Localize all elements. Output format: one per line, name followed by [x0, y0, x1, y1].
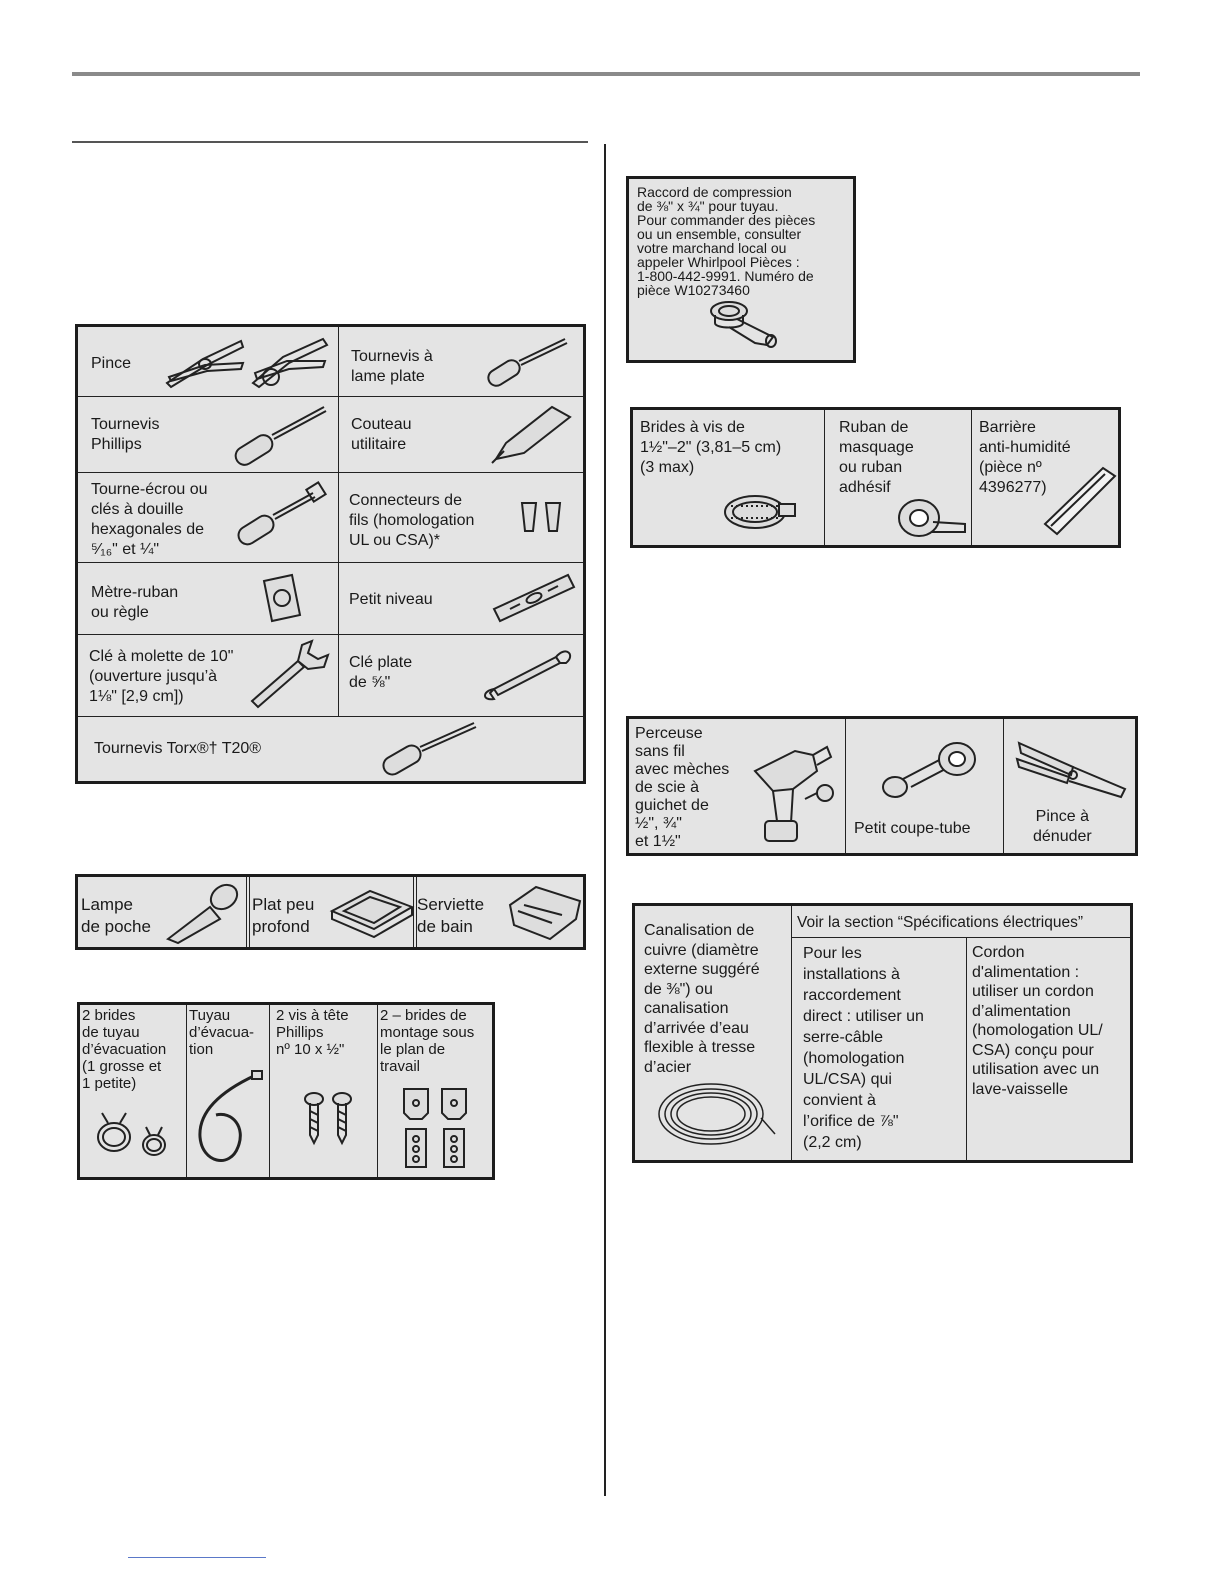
nut-driver-icon	[233, 481, 329, 549]
header-rule	[72, 72, 1140, 76]
tool-label-torx: Tournevis Torx®† T20®	[94, 740, 262, 757]
column-divider	[604, 144, 606, 1496]
supply-label-serviette: Serviette de bain	[417, 895, 485, 936]
tool-label-couteau: Couteau utilitaire	[351, 416, 412, 453]
mounting-brackets-icon	[398, 1083, 478, 1173]
compression-fitting-icon	[707, 297, 783, 357]
hose-clamp-icon	[92, 1109, 172, 1161]
tool-label-metre-ruban: Mètre-ruban ou règle	[91, 584, 179, 621]
right-supply-barriere: Barrière anti-humidité (pièce nº 4396277)	[979, 419, 1071, 496]
elec-header: Voir la section “Spécifications électriques”	[797, 914, 1084, 931]
right-tool-perceuse: Perceuse sans fil avec mèches de scie à guichet de ½", ¾" et 1½"	[635, 725, 730, 850]
utility-knife-icon	[490, 403, 576, 465]
footer-link-underline	[128, 1557, 266, 1558]
screw-clamp-icon	[721, 490, 801, 536]
right-tool-pince-denuder: Pince à dénuder	[1033, 808, 1092, 845]
tape-roll-icon	[893, 492, 971, 544]
elec-cordon: Cordon d'alimentation : utiliser un cordon d’alimentation (homologation UL/ CSA) conçu pour utilisation avec un lave-vaisselle	[972, 944, 1103, 1098]
flashlight-icon	[162, 881, 246, 945]
section-rule	[72, 141, 588, 143]
copper-tubing-coil-icon	[653, 1076, 777, 1152]
right-supplies-table	[630, 407, 1121, 548]
wire-connector-icon	[518, 499, 568, 535]
flat-screwdriver-icon	[483, 335, 573, 391]
supply-label-lampe: Lampe de poche	[81, 895, 151, 936]
drain-hose-icon	[190, 1067, 268, 1173]
right-supply-brides-vis: Brides à vis de 1½"–2" (3,81–5 cm) (3 max)	[640, 419, 782, 476]
part-label-tuyau: Tuyau d’évacua- tion	[189, 1007, 255, 1058]
tool-label-pince: Pince	[91, 355, 132, 372]
shallow-pan-icon	[330, 885, 414, 941]
supplies-table	[75, 874, 586, 950]
tape-measure-icon	[258, 571, 306, 625]
moisture-barrier-icon	[1041, 462, 1119, 540]
adjustable-wrench-icon	[246, 639, 332, 709]
parts-table	[77, 1002, 495, 1180]
right-tool-coupe-tube: Petit coupe-tube	[854, 820, 971, 837]
supply-label-plat: Plat peu profond	[252, 895, 315, 936]
tube-cutter-icon	[875, 731, 985, 809]
cordless-drill-icon	[747, 731, 843, 847]
phillips-screwdriver-icon	[230, 401, 330, 469]
level-icon	[490, 571, 578, 627]
tool-label-tournevis-plat: Tournevis à lame plate	[351, 348, 433, 385]
tool-label-cle-plate: Clé plate de ⅝"	[349, 654, 413, 691]
torx-screwdriver-icon	[378, 719, 482, 779]
tools-table	[75, 324, 586, 784]
wire-stripper-icon	[1015, 737, 1135, 805]
elec-direct: Pour les installations à raccordement direct : utiliser un serre-câble (homologation UL/CSA) qui convient à l’orifice de ⅞" (2,2 cm)	[803, 945, 924, 1151]
part-label-brides-montage: 2 – brides de montage sous le plan de travail	[380, 1007, 475, 1075]
right-supply-ruban: Ruban de masquage ou ruban adhésif	[839, 419, 914, 496]
tool-label-petit-niveau: Petit niveau	[349, 591, 433, 608]
part-label-brides-tuyau: 2 brides de tuyau d’évacuation (1 grosse et 1 petite)	[82, 1007, 167, 1092]
tool-label-tourne-ecrou: Tourne-écrou ou clés à douille hexagonales de ⁵⁄₁₆" et ¼"	[91, 481, 208, 558]
open-end-wrench-icon	[480, 641, 576, 701]
screws-icon	[298, 1091, 360, 1149]
electrical-table	[632, 903, 1133, 1163]
pliers-icon	[163, 333, 333, 391]
tool-label-cle-molette: Clé à molette de 10" (ouverture jusqu’à 1⅛" [2,9 cm])	[89, 648, 234, 705]
tool-label-tournevis-phillips: Tournevis Phillips	[91, 416, 160, 453]
part-label-vis: 2 vis à tête Phillips nº 10 x ½"	[276, 1007, 349, 1058]
tool-label-connecteurs: Connecteurs de fils (homologation UL ou CSA)*	[349, 492, 475, 549]
right-tools-table	[626, 716, 1138, 856]
compression-fitting-box	[626, 176, 856, 363]
raccord-text: Raccord de compression de ⅜" x ¾" pour tuyau. Pour commander des pièces ou un ensemble, consulter votre marchand local ou appeler Whirlpool Pièces : 1-800-442-9991. Numéro de pièce W10273460	[637, 184, 816, 298]
elec-canalisation: Canalisation de cuivre (diamètre externe suggéré de ⅜") ou canalisation d’arrivée d’eau flexible à tresse d’acier	[644, 922, 760, 1076]
towel-icon	[506, 883, 584, 943]
